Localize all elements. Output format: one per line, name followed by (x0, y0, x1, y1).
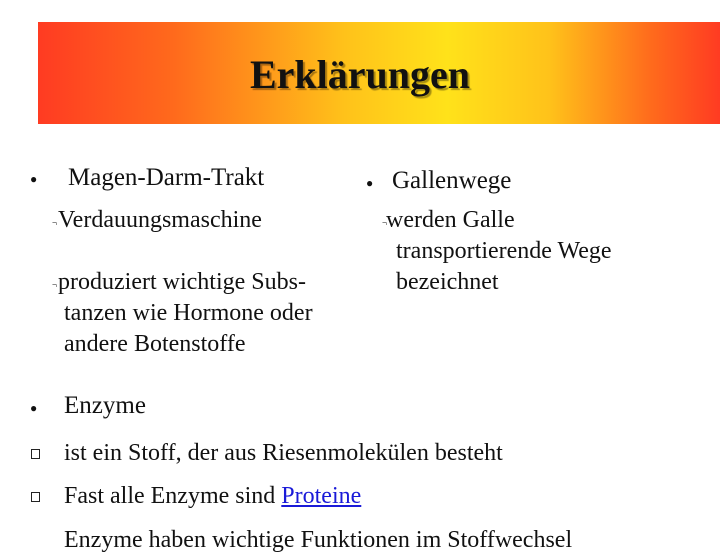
heading-magen-darm-trakt: Magen-Darm-Trakt (68, 164, 265, 191)
sub-bullet-icon: ¬ (52, 218, 58, 228)
item-produziert-line2: tanzen wie Hormone oder (64, 300, 313, 326)
enzyme-item-proteine (64, 481, 361, 511)
enzyme-item-partial: Enzyme haben wichtige Funktionen im Stoffwechsel (64, 527, 573, 553)
slide-title: Erklärungen (249, 52, 471, 97)
bullet-icon: ● (30, 401, 38, 415)
heading-gallenwege: Gallenwege (392, 167, 512, 194)
enzyme-item-riesenmolekuele: ist ein Stoff, der aus Riesenmolekülen besteht (64, 440, 503, 466)
checkbox-icon (31, 449, 40, 459)
proteine-link[interactable]: Proteine (281, 483, 362, 509)
sub-bullet-icon: ¬ (52, 280, 58, 290)
sub-bullet-icon: ¬ (382, 218, 388, 228)
bullet-icon: ● (366, 176, 374, 190)
gallenwege-line3: bezeichnet (396, 269, 499, 295)
heading-enzyme: Enzyme (64, 392, 146, 419)
item-produziert-line3: andere Botenstoffe (64, 331, 246, 357)
enzyme-item-proteine-prefix: Fast alle Enzyme sind (64, 483, 282, 509)
gallenwege-line1: werden Galle (386, 207, 515, 233)
checkbox-icon (31, 492, 40, 502)
item-verdauungsmaschine: Verdauungsmaschine (58, 207, 262, 233)
gallenwege-line2: transportierende Wege (396, 238, 612, 264)
item-produziert-line1: produziert wichtige Subs- (58, 269, 306, 295)
bullet-icon: ● (30, 172, 38, 186)
